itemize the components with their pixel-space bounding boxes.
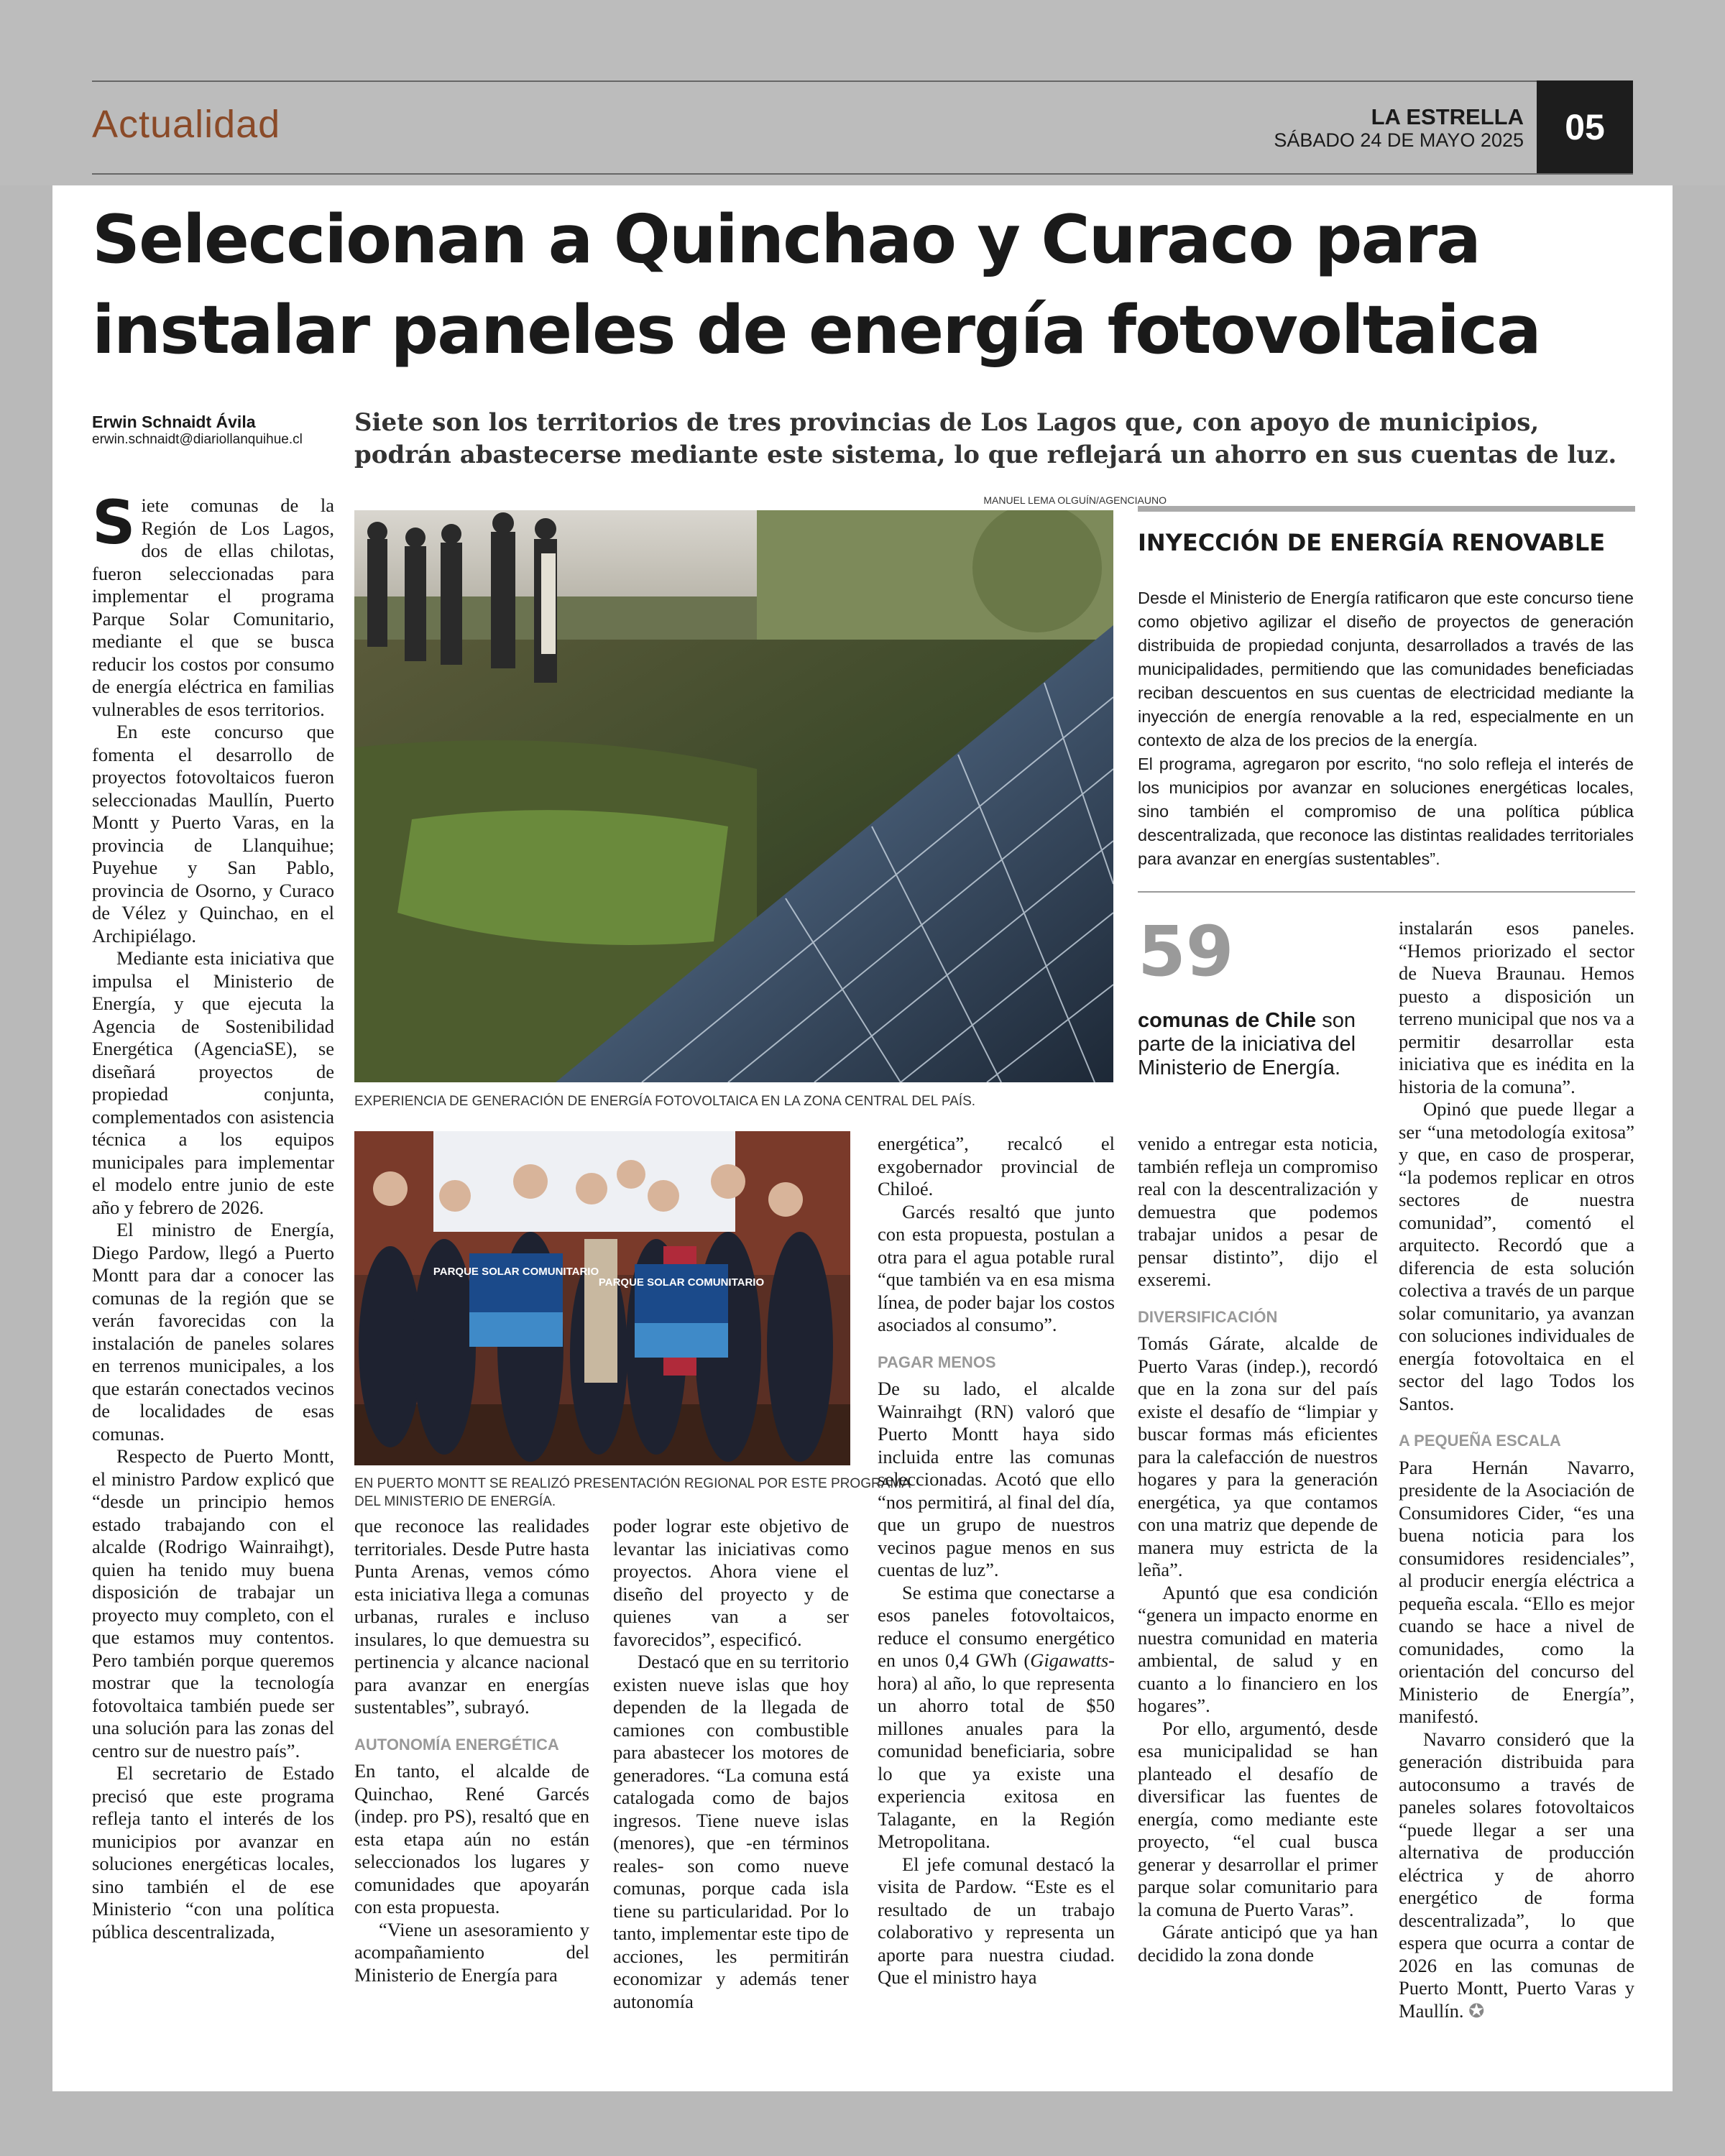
stat-number: 59	[1138, 911, 1234, 992]
article-deck: Siete son los territorios de tres provincias de Los Lagos que, con apoyo de municipios, podrán abastecerse mediante este sistema, lo que reflejará un ahorro en sus cuentas de luz.	[354, 408, 1617, 469]
col5-paragraph-1: venido a entregar esta noticia, también refleja un compromiso real con la descentralización y demuestra que podemos trabajar unidos a pesar de pensar distinto”, dijo el exseremi.	[1138, 1133, 1378, 1290]
article-column-4	[878, 1133, 1115, 1989]
drop-cap: S	[92, 487, 136, 558]
col1-paragraph-5: Respecto de Puerto Montt, el ministro Pardow explicó que “desde un principio hemos estado trabajando con el alcalde (Rodrigo Wainraihgt), quien ha tenido muy buena disposición de trabajar un proyecto muy completo, con el que estamos muy contentos. Pero también porque queremos mostrar que la tecnología fotovoltaica también puede ser una solución para las zonas del centro sur de nuestro país”.	[92, 1445, 334, 1761]
solar-panels-image	[354, 510, 1113, 1082]
sidebar-text	[1138, 586, 1634, 871]
masthead-top-rule	[92, 80, 1633, 82]
subhead-pagar-menos: PAGAR MENOS	[878, 1353, 996, 1371]
sidebar-paragraph-2: El programa, agregaron por escrito, “no solo refleja el interés de los municipios por avanzar en soluciones energéticas locales, sino también el compromiso de una política pública descentralizada, que reconoce las distintas realidades territoriales para avanzar en energías sustentables”.	[1138, 755, 1634, 868]
sidebar-top-rule	[1138, 506, 1635, 512]
photo-credit: MANUEL LEMA OLGUÍN/AGENCIAUNO	[983, 494, 1167, 506]
sign2-text: PARQUE SOLAR COMUNITARIO	[598, 1276, 765, 1289]
col1-paragraph-3: Mediante esta iniciativa que impulsa el Ministerio de Energía, y que ejecuta la Agencia de Sostenibilidad Energética (AgenciaSE), se diseñará proyectos de propiedad conjunta, complementados con asistencia técnica a los equipos municipales para implementar el modelo entre junio de este año y febrero de 2026.	[92, 947, 334, 1218]
subhead-pequena-escala: A PEQUEÑA ESCALA	[1399, 1432, 1561, 1450]
sidebar-bottom-rule	[1138, 891, 1635, 893]
col4-paragraph-4b: -hora) al año, lo que representa un ahorro total de $50 millones anuales para la comunidad beneficiaria, sobre lo que ya existe una experiencia exitosa en Talagante, en la Región Metropolitana.	[878, 1649, 1115, 1852]
col2-paragraph-3: “Viene un asesoramiento y acompañamiento del Ministerio de Energía para	[354, 1918, 589, 1986]
paper-name: LA ESTRELLA	[1371, 104, 1524, 129]
photo2-caption: EN PUERTO MONTT SE REALIZÓ PRESENTACIÓN REGIONAL POR ESTE PROGRAMA DEL MINISTERIO DE ENERGÍA.	[354, 1476, 910, 1509]
article-column-2	[354, 1515, 589, 1986]
group-presentation-photo	[354, 1131, 850, 1465]
solar-panels-photo	[354, 510, 1113, 1082]
col5-paragraph-3: Apuntó que esa condición “genera un impacto enorme en nuestra comunidad en materia ambiental, de salud y en cuanto a lo financiero en los hogares”.	[1138, 1581, 1378, 1716]
col4-paragraph-2: Garcés resaltó que junto con esta propuesta, postulan a otra para el agua potable rural “que también va en esa misma línea, de poder bajar los costos asociados al consumo”.	[878, 1200, 1115, 1335]
subhead-autonomia: AUTONOMÍA ENERGÉTICA	[354, 1735, 559, 1754]
article-column-5	[1138, 1133, 1378, 1966]
col4-paragraph-1: energética”, recalcó el exgobernador provincial de Chiloé.	[878, 1133, 1115, 1199]
col3-paragraph-1: poder lograr este objetivo de levantar las iniciativas como proyectos. Ahora viene el diseño del proyecto y de quienes van a ser favorecidos”, especificó.	[613, 1515, 849, 1650]
stat-rest-text: son parte de la iniciativa del Ministerio de Energía.	[1138, 1009, 1356, 1079]
col4-gigawatts: Gigawatts	[1030, 1649, 1109, 1671]
col5-paragraph-5: Gárate anticipó que ya han decidido la zona donde	[1138, 1921, 1378, 1966]
col6-paragraph-4-text: Navarro consideró que la generación distribuida para autoconsumo a través de paneles solares fotovoltaicos “puede llegar a ser una alternativa de producción eléctrica y de ahorro energético de forma descentralizada”, lo que espera que ocurra a contar de 2026 en las comunas de Puerto Montt, Puerto Varas y Maullín.	[1399, 1728, 1634, 2022]
col5-paragraph-4: Por ello, argumentó, desde esa municipalidad se han planteado el desafío de diversificar las fuentes de energía, como mediante este proyecto, “el cual busca generar y desarrollar el primer parque solar comunitario para la comuna de Puerto Varas”.	[1138, 1717, 1378, 1920]
col4-paragraph-3: De su lado, el alcalde Wainraihgt (RN) valoró que Puerto Montt haya sido incluida entre las comunas seleccionadas. Acotó que ello “nos permitirá, al final del día, que un grupo de nuestros vecinos pague menos en sus cuentas de luz”.	[878, 1378, 1115, 1580]
byline-name: Erwin Schnaidt Ávila	[92, 413, 256, 431]
masthead	[0, 0, 1725, 185]
byline-email[interactable]: erwin.schnaidt@diariollanquihue.cl	[92, 432, 303, 447]
masthead-bottom-rule	[92, 173, 1633, 175]
col2-paragraph-1: que reconoce las realidades territoriales. Desde Putre hasta Punta Arenas, vemos cómo esta iniciativa llega a comunas urbanas, rurales e incluso insulares, lo que demuestra su pertinencia y alcance nacional para avanzar en energías sustentables”, subrayó.	[354, 1515, 589, 1718]
col6-paragraph-3: Para Hernán Navarro, presidente de la Asociación de Consumidores Cider, “es una buena noticia para los consumidores residenciales”, al producir energía eléctrica a pequeña escala. “Ello es mejor cuando se hace a nivel de comunidades, como la orientación del concurso del Ministerio de Energía”, manifestó.	[1399, 1456, 1634, 1727]
col6-paragraph-4	[1399, 1728, 1634, 2023]
col2-paragraph-2: En tanto, el alcalde de Quinchao, René Garcés (indep. pro PS), resaltó que en esta etapa aún no están seleccionados los lugares y comunidades que apoyarán con esta propuesta.	[354, 1760, 589, 1917]
section-label: Actualidad	[92, 103, 281, 146]
issue-date: SÁBADO 24 DE MAYO 2025	[1274, 129, 1524, 151]
col1-paragraph-4: El ministro de Energía, Diego Pardow, llegó a Puerto Montt para dar a conocer las comunas de la región que se verán favorecidas con la instalación de paneles solares en terrenos municipales, a los que estarán conectados vecinos de localidades de esas comunas.	[92, 1219, 334, 1445]
article-column-6	[1399, 917, 1634, 2022]
page-number: 05	[1537, 80, 1633, 174]
group-presentation-image	[354, 1131, 850, 1465]
col3-paragraph-2: Destacó que en su territorio existen nueve islas que hoy dependen de la llegada de camiones con combustible para abastecer los motores de generadores. “La comuna está catalogada como de bajos ingresos. Tiene nueve islas (menores), que -en términos reales- son como nueve comunas, porque cada isla tiene su particularidad. Por lo tanto, implementar este tipo de acciones, les permitirán economizar y además tener autonomía	[613, 1651, 849, 2012]
article-headline: Seleccionan a Quinchao y Curaco para instalar paneles de energía fotovoltaica	[92, 201, 1540, 369]
col6-paragraph-1: instalarán esos paneles. “Hemos priorizado el sector de Nueva Braunau. Hemos puesto a disposición un terreno municipal que nos va a permitir desarrollar esta iniciativa que es inédita en la historia de la comuna”.	[1399, 917, 1634, 1097]
article-column-1	[92, 487, 334, 1943]
col1-paragraph-2: En este concurso que fomenta el desarrollo de proyectos fotovoltaicos fueron seleccionadas Maullín, Puerto Montt y Puerto Varas, en la provincia de Llanquihue; Puyehue y San Pablo, provincia de Osorno, y Curaco de Vélez y Quinchao, en el Archipiélago.	[92, 721, 334, 946]
photo1-caption: EXPERIENCIA DE GENERACIÓN DE ENERGÍA FOTOVOLTAICA EN LA ZONA CENTRAL DEL PAÍS.	[354, 1094, 976, 1109]
col5-paragraph-2: Tomás Gárate, alcalde de Puerto Varas (indep.), recordó que en la zona sur del país existe el desafío de “limpiar y buscar formas más eficientes para la calefacción de nuestros hogares y para la generación energética, ya que contamos con una matriz que depende de manera muy estricta de la leña”.	[1138, 1332, 1378, 1580]
article-column-3	[613, 1515, 849, 2013]
subhead-diversificacion: DIVERSIFICACIÓN	[1138, 1307, 1278, 1326]
stat-text	[1138, 1009, 1375, 1080]
stat-bold-text: comunas de Chile	[1138, 1009, 1317, 1032]
end-mark-icon: ✪	[1468, 1999, 1485, 2022]
col4-paragraph-4	[878, 1582, 1115, 1853]
sidebar-title: INYECCIÓN DE ENERGÍA RENOVABLE	[1138, 529, 1606, 556]
col1-paragraph-6: El secretario de Estado precisó que este programa refleja tanto el interés de los municipios por avanzar en soluciones energéticas locales, sino también el de ese Ministerio “con una política pública descentralizada,	[92, 1762, 334, 1943]
col4-paragraph-4a: Se estima que conectarse a esos paneles fotovoltaicos, reduce el consumo energético en unos 0,4 GWh (	[878, 1581, 1115, 1671]
col6-paragraph-2: Opinó que puede llegar a ser “una metodología exitosa” y que, en caso de prosperar, “la podemos replicar en otros sectores de nuestra comunidad”, comentó el arquitecto. Recordó que a diferencia de esta solución colectiva a través de un parque solar comunitario, ya avanzan con soluciones individuales de energía fotovoltaica en el sector del lago Todos los Santos.	[1399, 1098, 1634, 1414]
sidebar-paragraph-1: Desde el Ministerio de Energía ratificaron que este concurso tiene como objetivo agilizar el diseño de proyectos de generación distribuida de propiedad conjunta, desarrollados a través de las municipalidades, permitiendo que las comunidades beneficiadas reciban descuentos en sus cuentas de electricidad mediante la inyección de energía renovable a la red, especialmente en un contexto de alza de los precios de la energía.	[1138, 589, 1634, 750]
article-page	[52, 185, 1673, 2091]
col4-paragraph-5: El jefe comunal destacó la visita de Pardow. “Este es el resultado de un trabajo colaborativo y representa un aporte para nuestra ciudad. Que el ministro haya	[878, 1853, 1115, 1988]
col1-paragraph-1: iete comunas de la Región de Los Lagos, dos de ellas chilotas, fueron seleccionadas para implementar el programa Parque Solar Comunitario, mediante el que se busca reducir los costos por consumo de energía eléctrica en familias vulnerables de esos territorios.	[92, 494, 334, 720]
sign1-text: PARQUE SOLAR COMUNITARIO	[433, 1266, 599, 1278]
